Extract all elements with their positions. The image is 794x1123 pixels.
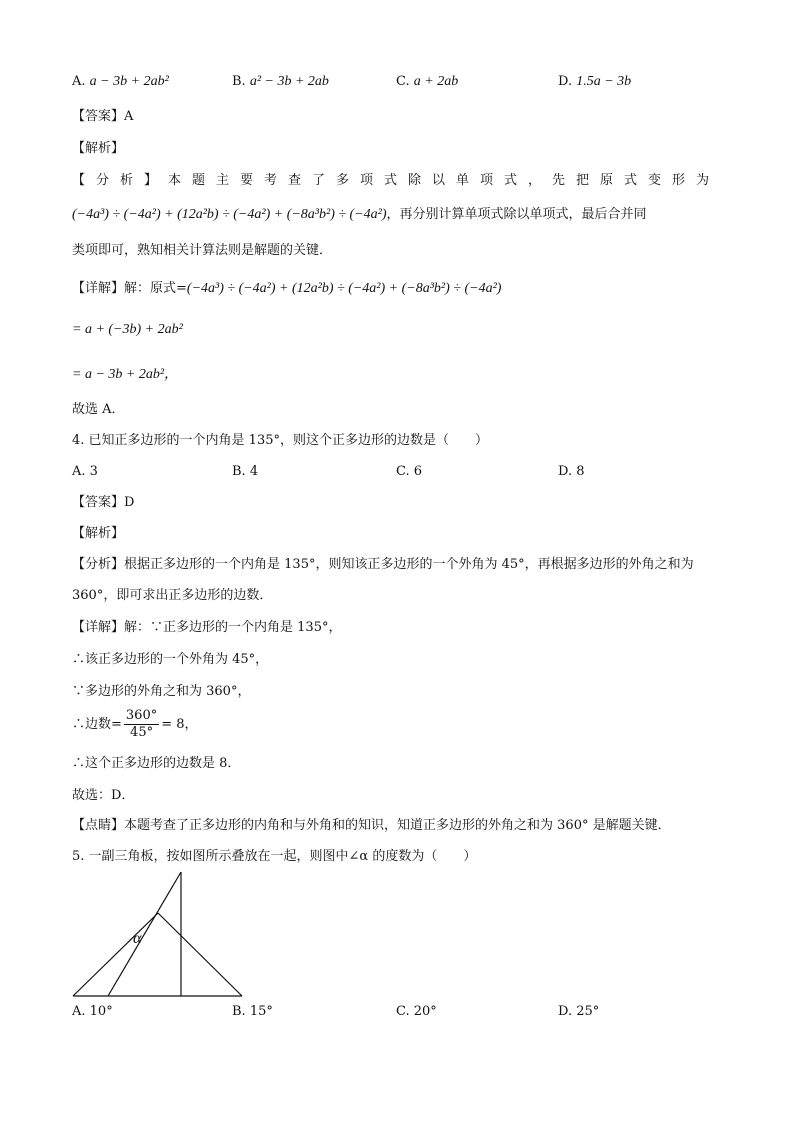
q4-detail-line1: 【详解】解：∵正多边形的一个内角是 135°， bbox=[72, 620, 342, 635]
q4-detail-line4: ∴边数= $\frac{360^\circ}{45^\circ}$ = 8， bbox=[72, 708, 198, 740]
q3-option-a: A. a − 3b + 2ab² bbox=[72, 74, 169, 89]
q4-option-a: A. 3 bbox=[72, 464, 98, 479]
q3-analysis-heading: 【解析】 bbox=[72, 141, 125, 156]
q3-option-c-expr: a + 2ab bbox=[413, 74, 459, 89]
q4-answer: 【答案】D bbox=[72, 495, 135, 510]
q5-option-a: A. 10° bbox=[72, 1004, 113, 1019]
q3-option-a-expr: a − 3b + 2ab² bbox=[89, 74, 169, 89]
q5-triangle-figure bbox=[60, 866, 260, 1002]
q4-detail-line2: ∴该正多边形的一个外角为 45°， bbox=[72, 652, 269, 667]
q4-question: 4. 已知正多边形的一个内角是 135°，则这个正多边形的边数是（ ） bbox=[72, 433, 488, 448]
q3-step1: = a + (−3b) + 2ab² bbox=[72, 322, 183, 337]
q4-dianjing: 【点睛】本题考查了正多边形的内角和与外角和的知识，知道正多边形的外角之和为 360° 是解题关键． bbox=[72, 818, 671, 833]
q3-fenxi-line1: 【分析】本题主要考查了多项式除以单项式，先把原式变形为 bbox=[72, 173, 721, 188]
q4-conclusion: 故选：D． bbox=[72, 788, 135, 803]
q4-option-c: C. 6 bbox=[396, 464, 423, 479]
q3-step2: = a − 3b + 2ab²， bbox=[72, 367, 179, 382]
alpha-label: α bbox=[133, 930, 142, 947]
q3-fenxi-line3: 类项即可，熟知相关计算法则是解题的关键． bbox=[72, 243, 333, 258]
q3-option-b-expr: a² − 3b + 2ab bbox=[249, 74, 329, 89]
q4-fenxi-line2: 360°，即可求出正多边形的边数． bbox=[72, 588, 273, 603]
q4-option-b: B. 4 bbox=[232, 464, 259, 479]
q3-detail-line: 【详解】解：原式=(−4a³) ÷ (−4a²) + (12a²b) ÷ (−4a²) + (−8a³b²) ÷ (−4a²) bbox=[72, 281, 502, 296]
q3-option-d: D. 1.5a − 3b bbox=[558, 74, 632, 89]
q4-fenxi-line1: 【分析】根据正多边形的一个内角是 135°，则知该正多边形的一个外角为 45°，再根据多边形的外角之和为 bbox=[72, 557, 694, 572]
q5-question: 5. 一副三角板，按如图所示叠放在一起，则图中∠α 的度数为（ ） bbox=[72, 849, 477, 864]
q5-option-d: D. 25° bbox=[558, 1004, 600, 1019]
q3-fenxi-line2: (−4a³) ÷ (−4a²) + (12a²b) ÷ (−4a²) + (−8a³b²) ÷ (−4a²)，再分别计算单项式除以单项式，最后合并同 bbox=[72, 207, 647, 222]
hypotenuse-line bbox=[108, 872, 181, 996]
q4-fraction: $\frac{360^\circ}{45^\circ}$ bbox=[125, 708, 158, 740]
q5-option-c: C. 20° bbox=[396, 1004, 437, 1019]
q4-detail-line3: ∵多边形的外角之和为 360°， bbox=[72, 684, 251, 699]
q3-option-d-expr: 1.5a − 3b bbox=[576, 74, 632, 89]
q3-option-b: B. a² − 3b + 2ab bbox=[232, 74, 329, 89]
q4-option-d: D. 8 bbox=[558, 464, 585, 479]
q4-analysis-heading: 【解析】 bbox=[72, 526, 125, 541]
q3-option-c: C. a + 2ab bbox=[396, 74, 459, 89]
q4-detail-line5: ∴这个正多边形的边数是 8． bbox=[72, 756, 241, 771]
right-side bbox=[158, 913, 242, 996]
q3-answer: 【答案】A bbox=[72, 109, 134, 124]
q5-option-b: B. 15° bbox=[232, 1004, 273, 1019]
q3-conclusion: 故选 A． bbox=[72, 402, 125, 417]
